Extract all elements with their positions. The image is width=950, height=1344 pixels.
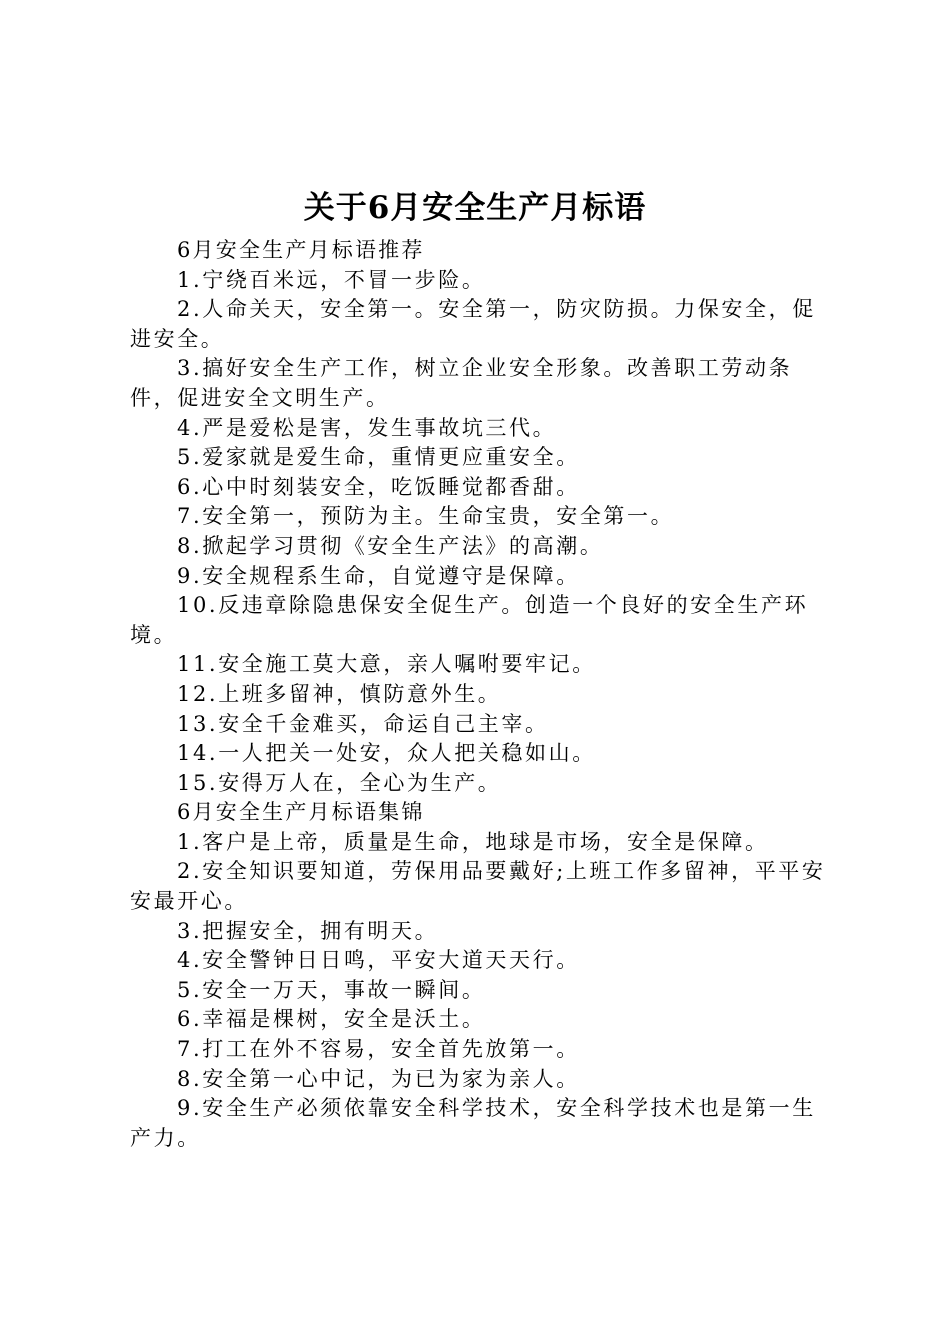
slogan-item: 15.安得万人在，全心为生产。: [177, 770, 502, 795]
slogan-item: 13.安全千金难买，命运自己主宰。: [177, 711, 549, 736]
slogan-item: 6.心中时刻装安全，吃饭睡觉都香甜。: [177, 474, 580, 499]
section-heading-collection: 6月安全生产月标语集锦: [177, 800, 425, 825]
slogan-item: 9.安全规程系生命，自觉遵守是保障。: [177, 563, 580, 588]
slogan-item: 11.安全施工莫大意，亲人嘱咐要牢记。: [177, 652, 596, 677]
slogan-item: 7.打工在外不容易，安全首先放第一。: [177, 1037, 580, 1062]
slogan-item: 5.爱家就是爱生命，重情更应重安全。: [177, 445, 580, 470]
slogan-item: 7.安全第一，预防为主。生命宝贵，安全第一。: [177, 504, 675, 529]
slogan-item: 1.客户是上帝，质量是生命，地球是市场，安全是保障。: [177, 829, 769, 854]
slogan-item: 4.安全警钟日日鸣，平安大道天天行。: [177, 948, 580, 973]
slogan-item: 6.幸福是棵树，安全是沃土。: [177, 1007, 486, 1032]
slogan-item: 1.宁绕百米远，不冒一步险。: [177, 267, 486, 292]
section-heading-recommend: 6月安全生产月标语推荐: [177, 238, 425, 262]
slogan-item: 10.反违章除隐患保安全促生产。创造一个良好的安全生产环境。: [130, 593, 809, 647]
slogan-item: 8.安全第一心中记，为已为家为亲人。: [177, 1066, 580, 1091]
slogan-item: 2.人命关天，安全第一。安全第一，防灾防损。力保安全，促进安全。: [130, 297, 816, 351]
slogan-item: 3.把握安全，拥有明天。: [177, 918, 439, 943]
document-title: 关于6月安全生产月标语: [303, 190, 647, 226]
document-body: [130, 236, 830, 1153]
slogan-item: 2.安全知识要知道，劳保用品要戴好;上班工作多留神，平平安安最开心。: [130, 859, 826, 914]
slogan-item: 5.安全一万天，事故一瞬间。: [177, 977, 486, 1002]
slogan-item: 14.一人把关一处安，众人把关稳如山。: [177, 741, 596, 766]
slogan-item: 12.上班多留神，慎防意外生。: [177, 681, 502, 706]
slogan-item: 3.搞好安全生产工作，树立企业安全形象。改善职工劳动条件，促进安全文明生产。: [130, 356, 793, 410]
slogan-item: 9.安全生产必须依靠安全科学技术，安全科学技术也是第一生产力。: [130, 1096, 816, 1150]
slogan-item: 4.严是爱松是害，发生事故坑三代。: [177, 415, 557, 440]
slogan-item: 8.掀起学习贯彻《安全生产法》的高潮。: [177, 533, 604, 558]
